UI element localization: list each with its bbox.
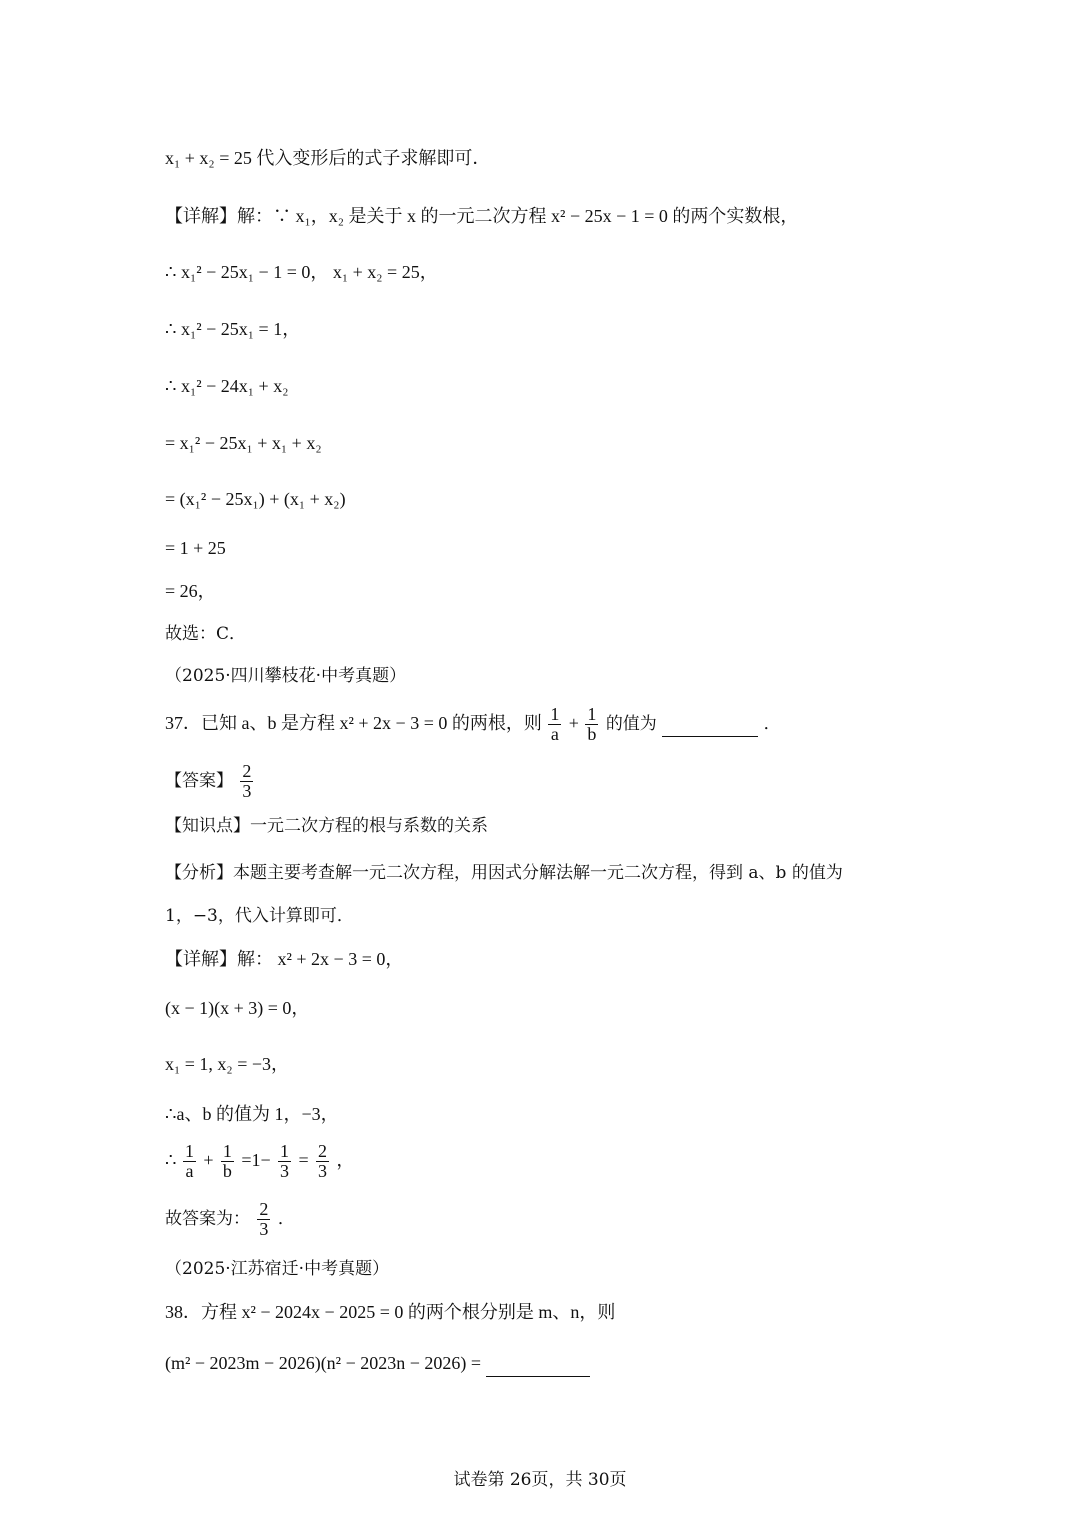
fraction-1-over-b: $\frac{1}{b}$	[587, 704, 597, 744]
text-line-2: 【详解】解：∵ x₁，x₂ 是关于 x 的一元二次方程 x² − 25x − 1 = 0 的两个实数根，	[165, 206, 799, 226]
analysis-line-2: 1，−3，代入计算即可．	[165, 906, 354, 926]
fraction-1-over-a: $\frac{1}{a}$	[550, 704, 560, 744]
question-37: 37．已知 a、b 是方程 x² + 2x − 3 = 0 的两根，则 $\frac{1}{a}$ + $\frac{1}{b}$ 的值为 ．	[165, 704, 781, 744]
final-fraction: $\frac{2}{3}$	[259, 1199, 269, 1239]
detail-line-3: x₁ = 1, x₂ = −3，	[165, 1054, 290, 1074]
page-footer: 试卷第 26页，共 30页	[453, 1470, 627, 1490]
text-line-4: ∴ x₁² − 25x₁ = 1，	[165, 319, 301, 339]
calc-fraction-2: $\frac{1}{b}$	[222, 1141, 232, 1181]
answer-fraction: $\frac{2}{3}$	[242, 761, 252, 801]
text-line-5: ∴ x₁² − 24x₁ + x₂	[165, 376, 289, 396]
detail-line-4: ∴a、b 的值为 1，−3，	[165, 1104, 339, 1124]
text-line-6: = x₁² − 25x₁ + x₁ + x₂	[165, 433, 322, 453]
source-tag-37: （2025·四川攀枝花·中考真题）	[165, 666, 407, 686]
text-line-8: = 1 + 25	[165, 538, 226, 558]
text-line-7: = (x₁² − 25x₁) + (x₁ + x₂)	[165, 489, 346, 509]
text-line-1: x₁ + x₂ = 25 代入变形后的式子求解即可．	[165, 148, 491, 168]
question-38-line-1: 38．方程 x² − 2024x − 2025 = 0 的两个根分别是 m、n，则	[165, 1302, 616, 1322]
text-line-3: ∴ x₁² − 25x₁ − 1 = 0， x₁ + x₂ = 25，	[165, 262, 438, 282]
analysis-line-1: 【分析】本题主要考查解一元二次方程，用因式分解法解一元二次方程，得到 a、b 的值为	[165, 863, 843, 883]
calc-fraction-1: $\frac{1}{a}$	[184, 1141, 194, 1181]
text-line-9: = 26，	[165, 581, 216, 601]
detail-line-1: 【详解】解： x² + 2x − 3 = 0，	[165, 949, 404, 969]
answer-blank-37	[662, 712, 758, 737]
source-tag-38: （2025·江苏宿迁·中考真题）	[165, 1259, 390, 1279]
calc-fraction-3: $\frac{1}{3}$	[280, 1141, 290, 1181]
question-38-line-2: (m² − 2023m − 2026)(n² − 2023n − 2026) =	[165, 1351, 590, 1377]
answer-37: 【答案】 $\frac{2}{3}$	[165, 761, 252, 801]
knowledge-point: 【知识点】一元二次方程的根与系数的关系	[165, 816, 488, 836]
detail-line-2: (x − 1)(x + 3) = 0，	[165, 998, 310, 1018]
text-line-10: 故选：C．	[165, 624, 247, 644]
answer-blank-38	[486, 1352, 590, 1377]
final-answer: 故答案为： $\frac{2}{3}$ ．	[165, 1199, 295, 1239]
calc-line: ∴ $\frac{1}{a}$ + $\frac{1}{b}$ =1− $\frac{1}{3}$ = $\frac{2}{3}$ ，	[165, 1141, 355, 1181]
calc-fraction-4: $\frac{2}{3}$	[318, 1141, 328, 1181]
